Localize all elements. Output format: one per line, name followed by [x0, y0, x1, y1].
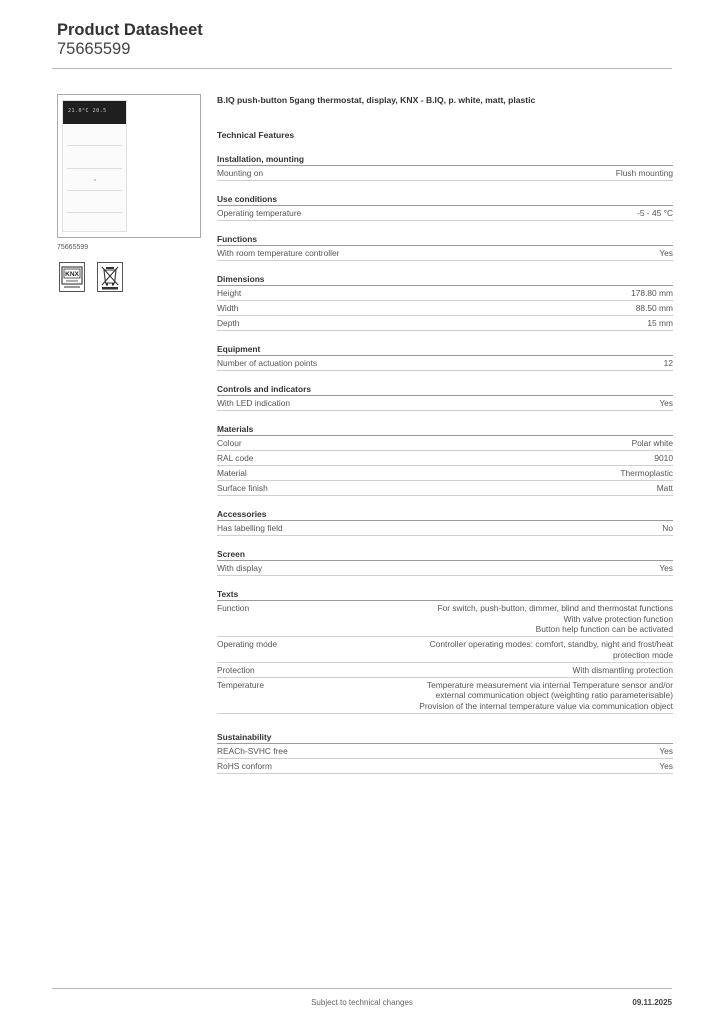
feature-row [217, 561, 673, 576]
feature-value: With dismantling protection [572, 664, 673, 675]
feature-sections [217, 154, 673, 774]
device-button-divider [67, 145, 122, 146]
device-display [63, 101, 126, 124]
feature-value: No [662, 523, 673, 533]
document-number: 75665599 [57, 40, 131, 58]
feature-label: Colour [217, 438, 242, 448]
feature-value: 178.80 mm [631, 288, 673, 298]
feature-row [217, 521, 673, 536]
feature-value: Yes [659, 563, 673, 573]
section-title: Accessories [217, 509, 673, 521]
feature-value: -5 - 45 °C [637, 208, 673, 218]
feature-value: 9010 [654, 453, 673, 463]
feature-label: Material [217, 468, 247, 478]
feature-value: Yes [659, 760, 673, 771]
feature-section [217, 549, 673, 576]
feature-section [217, 154, 673, 181]
page-title: Product Datasheet [57, 21, 203, 39]
feature-section [217, 509, 673, 536]
product-title: B.IQ push-button 5gang thermostat, display, KNX - B.IQ, p. white, matt, plastic [217, 95, 536, 105]
section-title: Materials [217, 424, 673, 436]
feature-value: Polar white [631, 438, 673, 448]
feature-label: REACh-SVHC free [217, 745, 288, 756]
feature-row [217, 286, 673, 301]
feature-row [217, 301, 673, 316]
feature-label: RAL code [217, 453, 254, 463]
feature-label: Protection [217, 664, 255, 675]
section-title: Equipment [217, 344, 673, 356]
device-led [94, 179, 96, 181]
feature-value: For switch, push-button, dimmer, blind and thermostat functions With valve protection function Button help function can be activated [437, 603, 673, 634]
page-header [57, 21, 203, 59]
feature-value: Yes [659, 745, 673, 756]
feature-value: Controller operating modes: comfort, standby, night and frost/heat protection mode [429, 639, 673, 660]
feature-value: Temperature measurement via internal Temperature sensor and/or external communication object (weighting ratio parameterisable) Provision of the internal temperature value via communication object [419, 679, 673, 711]
feature-value: 12 [663, 358, 673, 368]
feature-row [217, 637, 673, 663]
footer-date: 09.11.2025 [632, 998, 672, 1007]
feature-section [217, 194, 673, 221]
feature-section [217, 274, 673, 331]
device-display-text: 21.0°C 20.5 [68, 108, 107, 114]
feature-label: Number of actuation points [217, 358, 318, 368]
product-image [62, 100, 127, 232]
knx-certification-icon [59, 262, 85, 292]
feature-label: Function [217, 603, 250, 613]
feature-label: Surface finish [217, 483, 268, 493]
feature-row [217, 601, 673, 637]
feature-value: Thermoplastic [620, 468, 673, 478]
feature-value: 15 mm [647, 318, 673, 328]
feature-section [217, 732, 673, 774]
footer-note: Subject to technical changes [311, 998, 413, 1007]
section-title: Use conditions [217, 194, 673, 206]
feature-label: Operating mode [217, 639, 278, 649]
feature-row [217, 436, 673, 451]
feature-row [217, 206, 673, 221]
feature-label: Operating temperature [217, 208, 302, 218]
feature-section [217, 234, 673, 261]
section-title: Functions [217, 234, 673, 246]
feature-value: 88.50 mm [635, 303, 673, 313]
feature-label: With display [217, 563, 263, 573]
section-title: Dimensions [217, 274, 673, 286]
feature-label: Height [217, 288, 242, 298]
feature-label: With room temperature controller [217, 248, 340, 258]
feature-label: Width [217, 303, 239, 313]
feature-label: With LED indication [217, 398, 291, 408]
section-title: Texts [217, 589, 673, 601]
device-button-divider [67, 190, 122, 191]
feature-section [217, 344, 673, 371]
feature-value: Matt [656, 483, 673, 493]
feature-row [217, 663, 673, 678]
feature-label: Temperature [217, 679, 265, 690]
feature-value: Yes [659, 248, 673, 258]
technical-content [217, 94, 673, 774]
footer-divider [52, 988, 672, 989]
header-divider [52, 68, 672, 69]
feature-row [217, 356, 673, 371]
feature-value: Yes [659, 398, 673, 408]
feature-section [217, 589, 673, 714]
feature-row [217, 678, 673, 714]
technical-features-heading: Technical Features [217, 130, 295, 140]
feature-row [217, 166, 673, 181]
section-title: Controls and indicators [217, 384, 673, 396]
device-button-divider [67, 212, 122, 213]
device-button-divider [67, 168, 122, 169]
feature-label: Mounting on [217, 168, 264, 178]
section-title: Sustainability [217, 732, 673, 744]
feature-row [217, 396, 673, 411]
section-title: Installation, mounting [217, 154, 673, 166]
svg-text:KNX: KNX [65, 271, 79, 279]
feature-row [217, 451, 673, 466]
section-title: Screen [217, 549, 673, 561]
feature-label: RoHS conform [217, 760, 272, 771]
weee-crossed-bin-icon [97, 262, 123, 292]
feature-row [217, 246, 673, 261]
feature-section [217, 424, 673, 496]
feature-label: Has labelling field [217, 523, 283, 533]
feature-row [217, 316, 673, 331]
image-caption: 75665599 [57, 244, 89, 251]
feature-value: Flush mounting [615, 168, 673, 178]
feature-row [217, 759, 673, 774]
feature-row [217, 744, 673, 759]
feature-section [217, 384, 673, 411]
feature-label: Depth [217, 318, 240, 328]
feature-row [217, 481, 673, 496]
feature-row [217, 466, 673, 481]
